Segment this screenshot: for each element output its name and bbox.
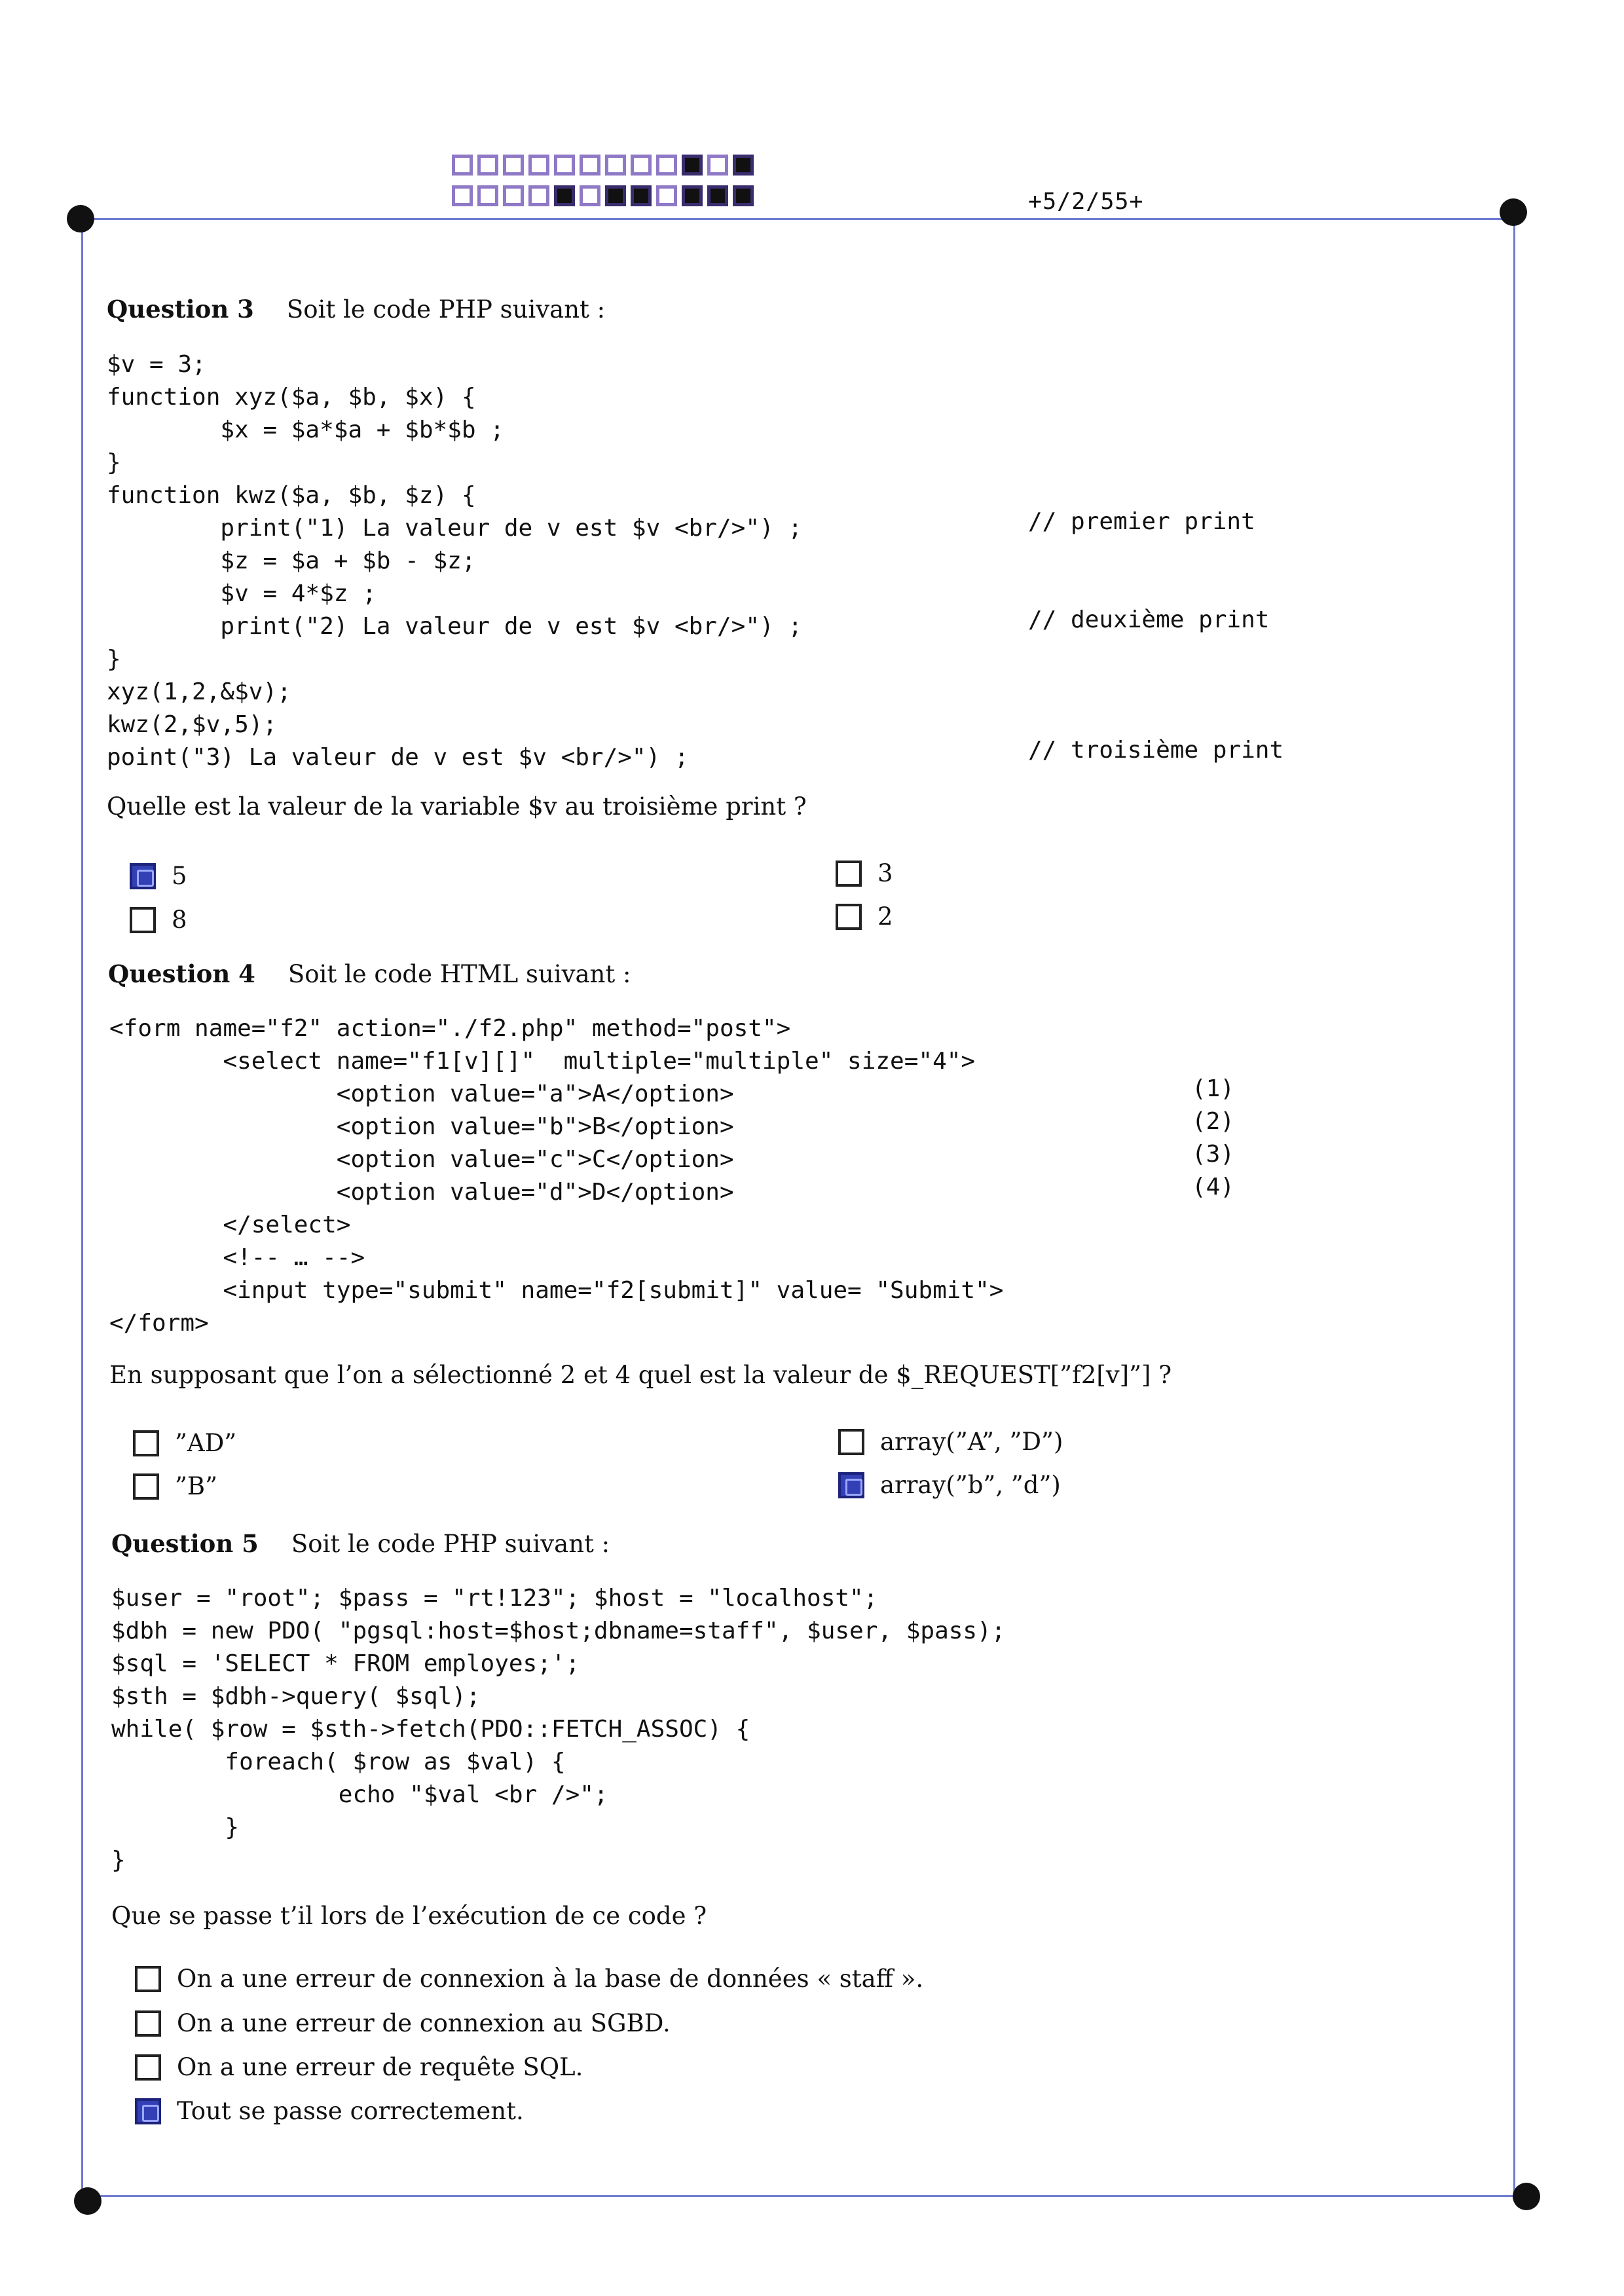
- id-grid-cell: [528, 155, 549, 176]
- id-grid-cell: [656, 185, 677, 206]
- q4-answer-label: ”B”: [175, 1472, 218, 1500]
- q5-checkbox-erreur-sql[interactable]: [135, 2054, 161, 2081]
- code-line: $sth = $dbh->query( $sql);: [111, 1683, 481, 1710]
- code-line: function xyz($a, $b, $x) {: [107, 384, 476, 411]
- option-number-3: (3): [1192, 1141, 1235, 1168]
- q5-checkbox-correct[interactable]: [135, 2098, 161, 2124]
- q4-answer-ad[interactable]: [133, 1429, 236, 1457]
- comment-deuxieme-print: // deuxième print: [1028, 606, 1270, 633]
- code-line: $v = 3;: [107, 351, 206, 378]
- code-line: point("3) La valeur de v est $v <br/>") ;: [107, 744, 689, 771]
- q3-answer-label: 3: [877, 859, 893, 887]
- q5-answer-erreur-sql[interactable]: [135, 2053, 583, 2081]
- option-number-4: (4): [1192, 1174, 1235, 1200]
- code-line: <select name="f1[v][]" multiple="multiple" size="4">: [109, 1048, 976, 1075]
- frame-bottom: [88, 2195, 1526, 2197]
- q4-answer-label: ”AD”: [175, 1429, 237, 1457]
- q3-answer-label: 2: [877, 902, 893, 931]
- question-5-label: Question 5: [111, 1529, 259, 1558]
- id-grid-cell: [452, 185, 473, 206]
- q3-answer-8[interactable]: [130, 906, 187, 934]
- code-line: $x = $a*$a + $b*$b ;: [107, 417, 504, 443]
- code-line: <input type="submit" name="f2[submit]" value= "Submit">: [109, 1277, 1004, 1304]
- frame-right: [1513, 213, 1515, 2197]
- code-line: print("1) La valeur de v est $v <br/>") ;: [107, 515, 803, 542]
- code-line: }: [111, 1814, 240, 1841]
- corner-mark-top-right: [1500, 198, 1527, 226]
- q3-answer-label: 5: [172, 862, 187, 890]
- q4-answer-array-b-d[interactable]: [838, 1471, 1061, 1499]
- comment-premier-print: // premier print: [1028, 508, 1255, 535]
- code-line: $user = "root"; $pass = "rt!123"; $host = "localhost";: [111, 1585, 878, 1612]
- q3-answer-5[interactable]: [130, 862, 187, 890]
- q5-answer-correct[interactable]: [135, 2097, 524, 2125]
- q4-answer-label: array(”b”, ”d”): [880, 1471, 1061, 1499]
- question-3-intro: Soit le code PHP suivant :: [286, 295, 606, 324]
- corner-mark-bottom-left: [74, 2187, 101, 2215]
- q4-checkbox-array-a-d[interactable]: [838, 1429, 864, 1455]
- id-grid-cell: [580, 155, 600, 176]
- comment-troisieme-print: // troisième print: [1028, 737, 1284, 764]
- id-grid-row-2: [452, 185, 758, 206]
- q3-answer-label: 8: [172, 906, 187, 934]
- id-grid-cell: [477, 155, 498, 176]
- id-grid-row-1: [452, 155, 758, 176]
- corner-mark-bottom-right: [1513, 2183, 1540, 2210]
- id-grid-cell: [733, 185, 754, 206]
- q3-answer-2[interactable]: [836, 902, 893, 931]
- id-grid-cell: [605, 155, 626, 176]
- id-grid-cell: [452, 155, 473, 176]
- code-line: <option value="a">A</option>: [109, 1081, 734, 1107]
- id-grid-cell: [707, 155, 728, 176]
- id-grid-cell: [554, 185, 575, 206]
- q4-answer-b[interactable]: [133, 1472, 217, 1500]
- q5-answer-label: Tout se passe correctement.: [177, 2097, 524, 2125]
- q5-answer-erreur-sgbd[interactable]: [135, 2009, 671, 2037]
- id-grid-cell: [503, 155, 524, 176]
- question-3-label: Question 3: [107, 295, 254, 324]
- question-4-label: Question 4: [108, 959, 255, 988]
- question-3-title: [107, 295, 605, 324]
- q5-answer-erreur-staff[interactable]: [135, 1965, 923, 1993]
- id-grid-cell: [477, 185, 498, 206]
- q4-answer-label: array(”A”, ”D”): [880, 1428, 1063, 1456]
- id-grid-cell: [656, 155, 677, 176]
- option-number-2: (2): [1192, 1108, 1235, 1135]
- frame-left: [81, 218, 83, 2198]
- question-5-intro: Soit le code PHP suivant :: [291, 1530, 610, 1558]
- id-grid-cell: [682, 155, 703, 176]
- code-line: $dbh = new PDO( "pgsql:host=$host;dbname=staff", $user, $pass);: [111, 1618, 1006, 1644]
- code-line: foreach( $row as $val) {: [111, 1749, 566, 1775]
- q5-answer-label: On a une erreur de requête SQL.: [177, 2053, 583, 2081]
- code-line: }: [107, 646, 121, 673]
- question-3-code: [107, 348, 802, 774]
- question-5-title: [111, 1529, 610, 1558]
- q3-checkbox-5[interactable]: [130, 863, 156, 889]
- corner-mark-top-left: [67, 205, 94, 232]
- q3-answer-3[interactable]: [836, 859, 893, 887]
- id-grid-cell: [733, 155, 754, 176]
- question-4-prompt: En supposant que l’on a sélectionné 2 et 4 quel est la valeur de $_REQUEST[”f2[v]”] ?: [109, 1361, 1172, 1389]
- id-grid-cell: [503, 185, 524, 206]
- code-line: <form name="f2" action="./f2.php" method="post">: [109, 1015, 791, 1042]
- code-line: xyz(1,2,&$v);: [107, 678, 291, 705]
- q5-checkbox-erreur-staff[interactable]: [135, 1966, 161, 1992]
- q5-answer-label: On a une erreur de connexion au SGBD.: [177, 2009, 671, 2037]
- id-grid-cell: [528, 185, 549, 206]
- question-5-code: [111, 1582, 1005, 1877]
- question-4-intro: Soit le code HTML suivant :: [287, 960, 631, 988]
- question-4-title: [108, 959, 631, 988]
- q5-answer-label: On a une erreur de connexion à la base de données « staff ».: [177, 1965, 924, 1993]
- code-line: while( $row = $sth->fetch(PDO::FETCH_ASSOC) {: [111, 1716, 750, 1743]
- q3-checkbox-2[interactable]: [836, 904, 862, 930]
- code-line: }: [111, 1847, 126, 1874]
- code-line: <option value="d">D</option>: [109, 1179, 734, 1206]
- code-line: <!-- … -->: [109, 1244, 365, 1271]
- q3-checkbox-8[interactable]: [130, 907, 156, 933]
- q4-answer-array-a-d[interactable]: [838, 1428, 1063, 1456]
- q4-checkbox-b[interactable]: [133, 1473, 159, 1500]
- code-line: print("2) La valeur de v est $v <br/>") ;: [107, 613, 803, 640]
- code-line: kwz(2,$v,5);: [107, 711, 278, 738]
- code-line: $v = 4*$z ;: [107, 580, 377, 607]
- code-line: echo "$val <br />";: [111, 1781, 608, 1808]
- code-line: $sql = 'SELECT * FROM employes;';: [111, 1650, 580, 1677]
- id-grid-cell: [631, 155, 652, 176]
- id-grid-cell: [631, 185, 652, 206]
- question-5-prompt: Que se passe t’il lors de l’exécution de ce code ?: [111, 1902, 707, 1930]
- code-line: </select>: [109, 1212, 351, 1238]
- question-3-prompt: Quelle est la valeur de la variable $v au troisième print ?: [107, 792, 807, 821]
- code-line: <option value="b">B</option>: [109, 1113, 734, 1140]
- id-grid-cell: [554, 155, 575, 176]
- code-line: }: [107, 449, 121, 476]
- frame-top: [82, 218, 1513, 220]
- code-line: function kwz($a, $b, $z) {: [107, 482, 476, 509]
- q4-checkbox-ad[interactable]: [133, 1430, 159, 1456]
- page-number: +5/2/55+: [1028, 189, 1144, 215]
- id-grid-cell: [682, 185, 703, 206]
- code-line: </form>: [109, 1310, 209, 1337]
- id-grid-cell: [707, 185, 728, 206]
- id-grid-cell: [605, 185, 626, 206]
- option-number-1: (1): [1192, 1075, 1235, 1102]
- code-line: <option value="c">C</option>: [109, 1146, 734, 1173]
- q3-checkbox-3[interactable]: [836, 861, 862, 887]
- question-4-code: [109, 1012, 1003, 1340]
- q4-checkbox-array-b-d[interactable]: [838, 1472, 864, 1498]
- code-line: $z = $a + $b - $z;: [107, 547, 476, 574]
- q5-checkbox-erreur-sgbd[interactable]: [135, 2010, 161, 2037]
- id-grid-cell: [580, 185, 600, 206]
